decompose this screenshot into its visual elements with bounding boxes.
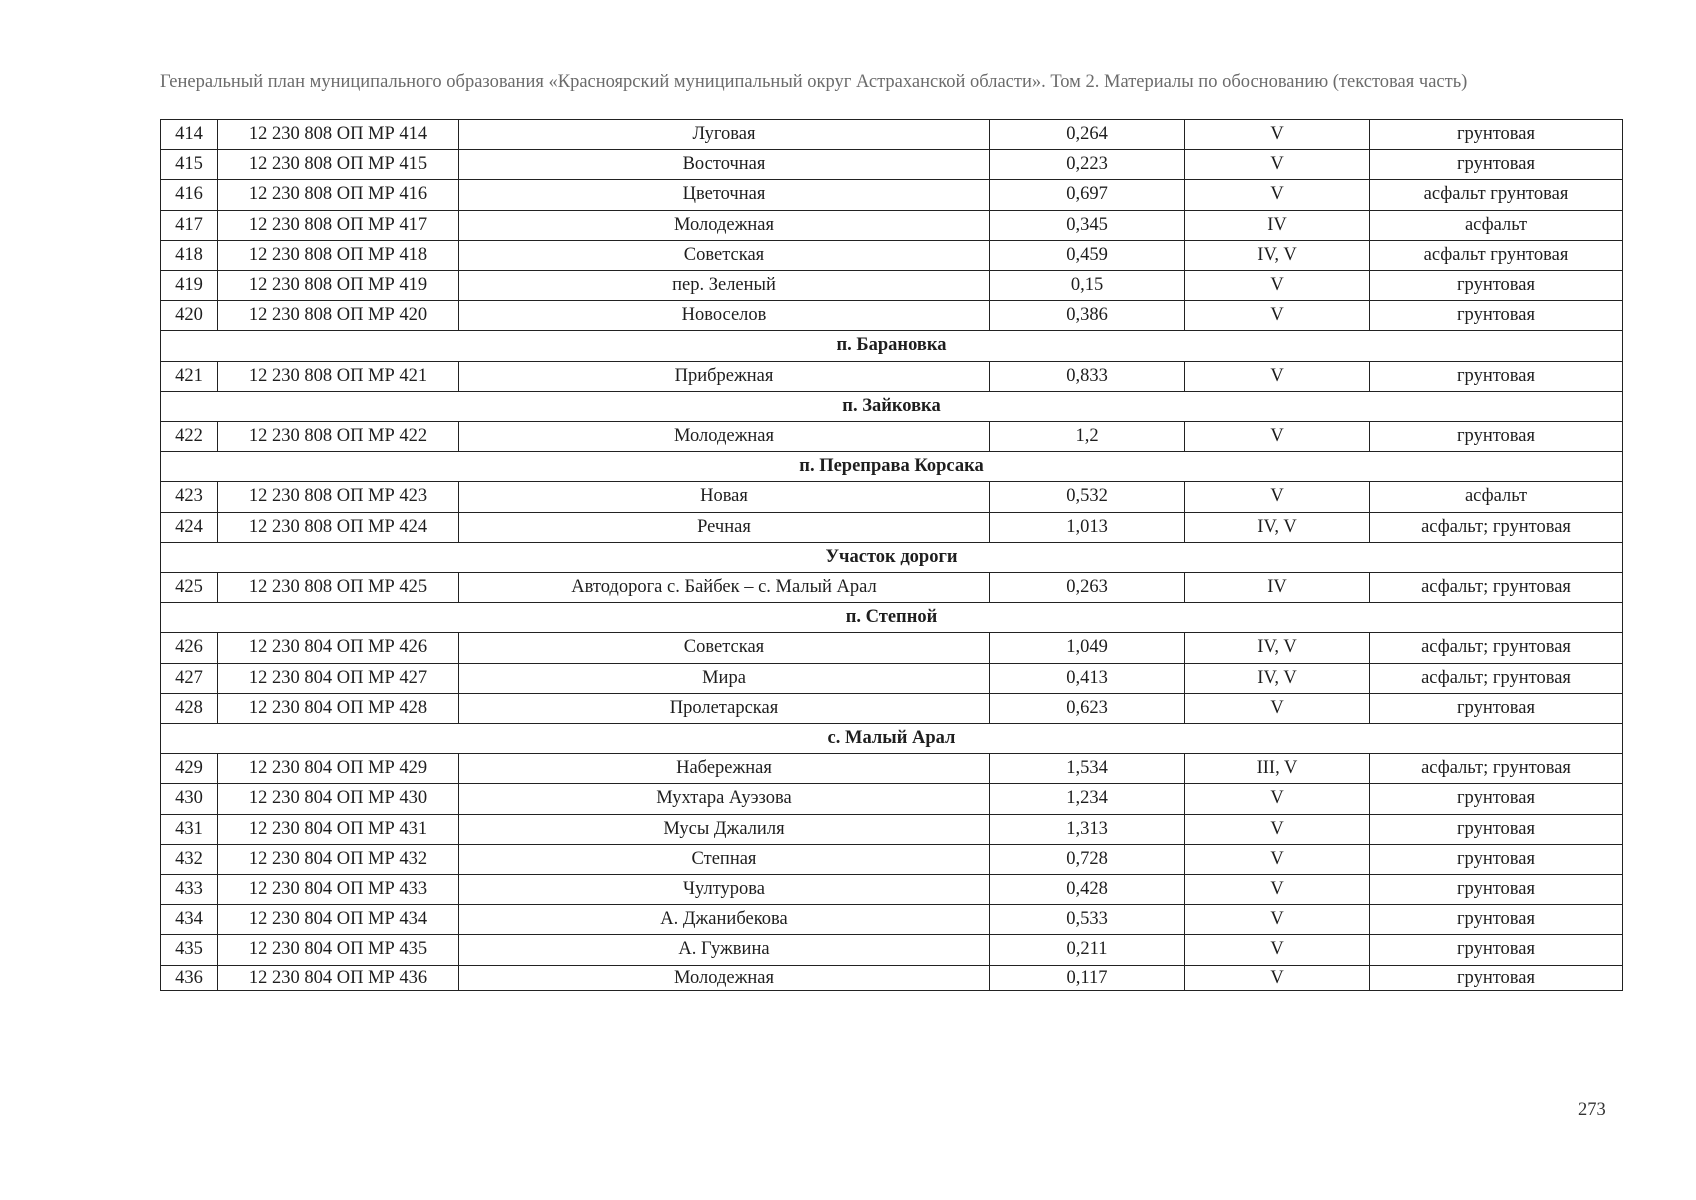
- table-row: [161, 512, 1623, 542]
- document-header: Генеральный план муниципального образования «Красноярский муниципальный округ Астраханской области». Том 2. Материалы по обоснованию (текстовая часть): [160, 72, 1468, 92]
- length-cell: 1,534: [990, 754, 1185, 784]
- section-title: п. Барановка: [161, 331, 1623, 361]
- road-code-cell: 12 230 808 ОП МР 418: [218, 240, 459, 270]
- category-cell: V: [1185, 844, 1370, 874]
- category-cell: V: [1185, 935, 1370, 965]
- road-code-cell: 12 230 808 ОП МР 416: [218, 180, 459, 210]
- street-name-cell: Прибрежная: [459, 361, 990, 391]
- road-code-cell: 12 230 808 ОП МР 422: [218, 422, 459, 452]
- surface-cell: грунтовая: [1370, 301, 1623, 331]
- street-name-cell: Мухтара Ауэзова: [459, 784, 990, 814]
- length-cell: 1,013: [990, 512, 1185, 542]
- surface-cell: грунтовая: [1370, 965, 1623, 990]
- road-code-cell: 12 230 804 ОП МР 433: [218, 875, 459, 905]
- category-cell: IV: [1185, 573, 1370, 603]
- section-row: [161, 452, 1623, 482]
- surface-cell: грунтовая: [1370, 875, 1623, 905]
- row-number-cell: 429: [161, 754, 218, 784]
- surface-cell: грунтовая: [1370, 693, 1623, 723]
- surface-cell: асфальт; грунтовая: [1370, 573, 1623, 603]
- road-code-cell: 12 230 804 ОП МР 435: [218, 935, 459, 965]
- length-cell: 0,697: [990, 180, 1185, 210]
- length-cell: 0,623: [990, 693, 1185, 723]
- category-cell: V: [1185, 965, 1370, 990]
- road-code-cell: 12 230 804 ОП МР 426: [218, 633, 459, 663]
- road-code-cell: 12 230 804 ОП МР 431: [218, 814, 459, 844]
- category-cell: V: [1185, 180, 1370, 210]
- roads-table: [160, 119, 1623, 991]
- surface-cell: асфальт грунтовая: [1370, 180, 1623, 210]
- length-cell: 0,345: [990, 210, 1185, 240]
- road-code-cell: 12 230 808 ОП МР 415: [218, 150, 459, 180]
- length-cell: 0,728: [990, 844, 1185, 874]
- road-code-cell: 12 230 804 ОП МР 430: [218, 784, 459, 814]
- table-row: [161, 301, 1623, 331]
- street-name-cell: Цветочная: [459, 180, 990, 210]
- length-cell: 1,049: [990, 633, 1185, 663]
- street-name-cell: А. Джанибекова: [459, 905, 990, 935]
- category-cell: IV: [1185, 210, 1370, 240]
- road-code-cell: 12 230 808 ОП МР 417: [218, 210, 459, 240]
- section-row: [161, 542, 1623, 572]
- section-row: [161, 331, 1623, 361]
- section-title: п. Зайковка: [161, 391, 1623, 421]
- road-code-cell: 12 230 804 ОП МР 428: [218, 693, 459, 723]
- length-cell: 0,223: [990, 150, 1185, 180]
- table-row: [161, 693, 1623, 723]
- section-row: [161, 724, 1623, 754]
- road-code-cell: 12 230 808 ОП МР 420: [218, 301, 459, 331]
- road-code-cell: 12 230 808 ОП МР 419: [218, 271, 459, 301]
- row-number-cell: 422: [161, 422, 218, 452]
- table-row: [161, 573, 1623, 603]
- table-body: [161, 120, 1623, 991]
- category-cell: V: [1185, 905, 1370, 935]
- length-cell: 0,533: [990, 905, 1185, 935]
- road-code-cell: 12 230 808 ОП МР 425: [218, 573, 459, 603]
- category-cell: III, V: [1185, 754, 1370, 784]
- table-row: [161, 482, 1623, 512]
- page-number: 273: [1578, 1100, 1606, 1120]
- category-cell: IV, V: [1185, 512, 1370, 542]
- surface-cell: асфальт грунтовая: [1370, 240, 1623, 270]
- road-code-cell: 12 230 804 ОП МР 429: [218, 754, 459, 784]
- table-row: [161, 271, 1623, 301]
- row-number-cell: 434: [161, 905, 218, 935]
- category-cell: V: [1185, 875, 1370, 905]
- surface-cell: грунтовая: [1370, 361, 1623, 391]
- table-row: [161, 663, 1623, 693]
- length-cell: 1,2: [990, 422, 1185, 452]
- table-row: [161, 844, 1623, 874]
- length-cell: 0,117: [990, 965, 1185, 990]
- street-name-cell: Пролетарская: [459, 693, 990, 723]
- surface-cell: грунтовая: [1370, 784, 1623, 814]
- category-cell: V: [1185, 150, 1370, 180]
- category-cell: V: [1185, 422, 1370, 452]
- length-cell: 1,234: [990, 784, 1185, 814]
- street-name-cell: Автодорога с. Байбек – с. Малый Арал: [459, 573, 990, 603]
- table-row: [161, 180, 1623, 210]
- surface-cell: асфальт; грунтовая: [1370, 512, 1623, 542]
- row-number-cell: 427: [161, 663, 218, 693]
- table-row: [161, 150, 1623, 180]
- street-name-cell: пер. Зеленый: [459, 271, 990, 301]
- row-number-cell: 416: [161, 180, 218, 210]
- section-title: п. Переправа Корсака: [161, 452, 1623, 482]
- row-number-cell: 432: [161, 844, 218, 874]
- category-cell: V: [1185, 814, 1370, 844]
- surface-cell: грунтовая: [1370, 844, 1623, 874]
- section-title: с. Малый Арал: [161, 724, 1623, 754]
- length-cell: 0,833: [990, 361, 1185, 391]
- row-number-cell: 436: [161, 965, 218, 990]
- surface-cell: асфальт; грунтовая: [1370, 663, 1623, 693]
- street-name-cell: Новая: [459, 482, 990, 512]
- table-row: [161, 240, 1623, 270]
- surface-cell: грунтовая: [1370, 271, 1623, 301]
- table-row: [161, 784, 1623, 814]
- row-number-cell: 431: [161, 814, 218, 844]
- road-code-cell: 12 230 804 ОП МР 434: [218, 905, 459, 935]
- table-row: [161, 422, 1623, 452]
- length-cell: 0,211: [990, 935, 1185, 965]
- length-cell: 0,532: [990, 482, 1185, 512]
- street-name-cell: Луговая: [459, 120, 990, 150]
- road-code-cell: 12 230 808 ОП МР 423: [218, 482, 459, 512]
- street-name-cell: Мира: [459, 663, 990, 693]
- category-cell: V: [1185, 120, 1370, 150]
- surface-cell: грунтовая: [1370, 422, 1623, 452]
- category-cell: V: [1185, 301, 1370, 331]
- table-row: [161, 905, 1623, 935]
- category-cell: IV, V: [1185, 240, 1370, 270]
- surface-cell: грунтовая: [1370, 935, 1623, 965]
- table-row: [161, 935, 1623, 965]
- surface-cell: грунтовая: [1370, 150, 1623, 180]
- length-cell: 0,459: [990, 240, 1185, 270]
- street-name-cell: Советская: [459, 633, 990, 663]
- street-name-cell: А. Гужвина: [459, 935, 990, 965]
- category-cell: V: [1185, 693, 1370, 723]
- street-name-cell: Молодежная: [459, 210, 990, 240]
- length-cell: 0,386: [990, 301, 1185, 331]
- surface-cell: асфальт; грунтовая: [1370, 633, 1623, 663]
- surface-cell: асфальт; грунтовая: [1370, 754, 1623, 784]
- table-row: [161, 875, 1623, 905]
- table-row: [161, 210, 1623, 240]
- table-row: [161, 814, 1623, 844]
- section-title: п. Степной: [161, 603, 1623, 633]
- row-number-cell: 430: [161, 784, 218, 814]
- category-cell: V: [1185, 482, 1370, 512]
- street-name-cell: Набережная: [459, 754, 990, 784]
- street-name-cell: Советская: [459, 240, 990, 270]
- category-cell: V: [1185, 361, 1370, 391]
- road-code-cell: 12 230 808 ОП МР 421: [218, 361, 459, 391]
- surface-cell: грунтовая: [1370, 905, 1623, 935]
- row-number-cell: 433: [161, 875, 218, 905]
- street-name-cell: Речная: [459, 512, 990, 542]
- row-number-cell: 423: [161, 482, 218, 512]
- street-name-cell: Восточная: [459, 150, 990, 180]
- road-code-cell: 12 230 804 ОП МР 436: [218, 965, 459, 990]
- street-name-cell: Молодежная: [459, 422, 990, 452]
- length-cell: 0,413: [990, 663, 1185, 693]
- length-cell: 0,428: [990, 875, 1185, 905]
- row-number-cell: 418: [161, 240, 218, 270]
- row-number-cell: 415: [161, 150, 218, 180]
- length-cell: 1,313: [990, 814, 1185, 844]
- road-code-cell: 12 230 808 ОП МР 414: [218, 120, 459, 150]
- length-cell: 0,264: [990, 120, 1185, 150]
- road-code-cell: 12 230 808 ОП МР 424: [218, 512, 459, 542]
- row-number-cell: 426: [161, 633, 218, 663]
- row-number-cell: 425: [161, 573, 218, 603]
- row-number-cell: 417: [161, 210, 218, 240]
- row-number-cell: 420: [161, 301, 218, 331]
- table-row: [161, 754, 1623, 784]
- road-code-cell: 12 230 804 ОП МР 432: [218, 844, 459, 874]
- surface-cell: асфальт: [1370, 210, 1623, 240]
- row-number-cell: 424: [161, 512, 218, 542]
- table-row: [161, 361, 1623, 391]
- row-number-cell: 428: [161, 693, 218, 723]
- row-number-cell: 419: [161, 271, 218, 301]
- category-cell: V: [1185, 271, 1370, 301]
- category-cell: IV, V: [1185, 633, 1370, 663]
- street-name-cell: Чултурова: [459, 875, 990, 905]
- table-row: [161, 120, 1623, 150]
- length-cell: 0,15: [990, 271, 1185, 301]
- length-cell: 0,263: [990, 573, 1185, 603]
- row-number-cell: 435: [161, 935, 218, 965]
- row-number-cell: 421: [161, 361, 218, 391]
- surface-cell: асфальт: [1370, 482, 1623, 512]
- table-row: [161, 633, 1623, 663]
- section-row: [161, 391, 1623, 421]
- table-row: [161, 965, 1623, 990]
- surface-cell: грунтовая: [1370, 814, 1623, 844]
- street-name-cell: Новоселов: [459, 301, 990, 331]
- road-code-cell: 12 230 804 ОП МР 427: [218, 663, 459, 693]
- category-cell: V: [1185, 784, 1370, 814]
- section-title: Участок дороги: [161, 542, 1623, 572]
- surface-cell: грунтовая: [1370, 120, 1623, 150]
- street-name-cell: Степная: [459, 844, 990, 874]
- category-cell: IV, V: [1185, 663, 1370, 693]
- street-name-cell: Молодежная: [459, 965, 990, 990]
- section-row: [161, 603, 1623, 633]
- street-name-cell: Мусы Джалиля: [459, 814, 990, 844]
- row-number-cell: 414: [161, 120, 218, 150]
